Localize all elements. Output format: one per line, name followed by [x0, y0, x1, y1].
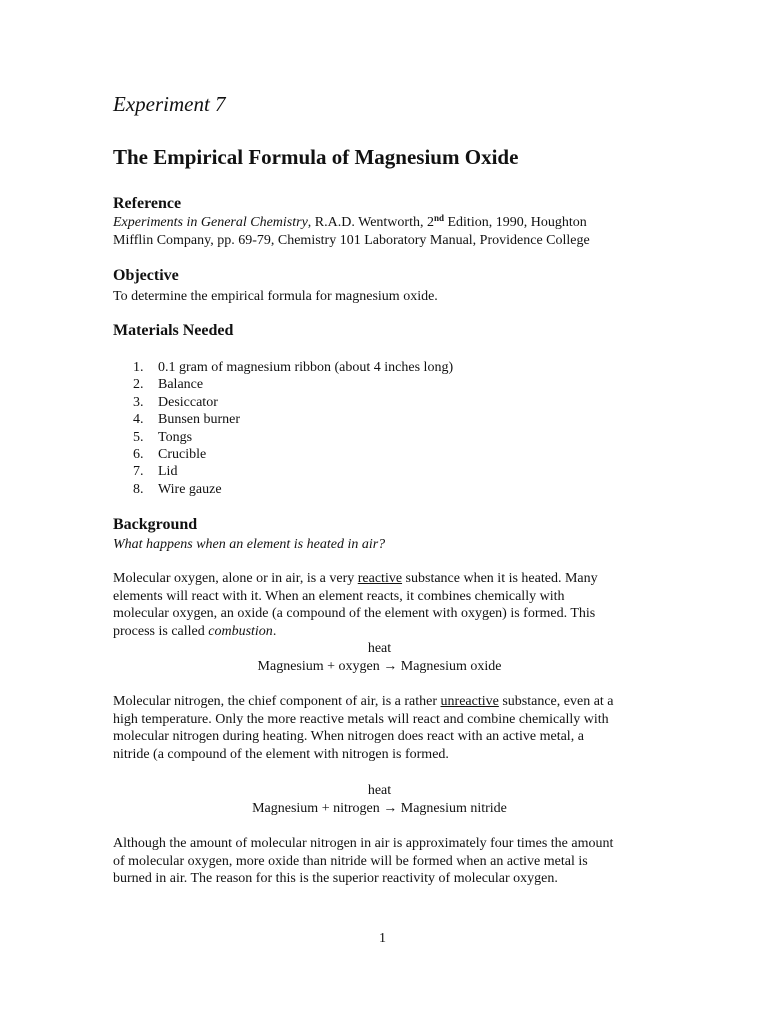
list-item — [113, 376, 453, 393]
list-number: 8. — [133, 481, 144, 497]
list-item-label: Bunsen burner — [158, 412, 241, 428]
list-item-label: Wire gauze — [158, 481, 222, 497]
list-item — [113, 446, 453, 463]
paragraph-text: process is called — [113, 624, 209, 639]
paragraph-line: elements will react with it. When an element reacts, it combines chemically with — [113, 589, 565, 604]
list-number: 2. — [133, 377, 144, 393]
paragraph-line: burned in air. The reason for this is the superior reactivity of molecular oxygen. — [113, 871, 558, 886]
underlined-term: unreactive — [440, 694, 499, 709]
list-number: 3. — [133, 394, 144, 410]
arrow-icon: → — [383, 801, 398, 816]
paragraph-line — [113, 570, 598, 588]
equation-product: Magnesium nitride — [397, 801, 507, 816]
background-heading: Background — [113, 516, 198, 533]
list-item — [113, 463, 453, 480]
equation-product: Magnesium oxide — [397, 659, 502, 674]
reference-text: , R.A.D. Wentworth, 2 — [307, 215, 434, 230]
list-item — [113, 429, 453, 446]
experiment-label: Experiment 7 — [113, 92, 226, 116]
equation-reactants: Magnesium + oxygen — [257, 659, 384, 674]
list-number: 1. — [133, 360, 144, 375]
arrow-icon: → — [383, 659, 398, 674]
page-title: The Empirical Formula of Magnesium Oxide — [113, 145, 519, 169]
background-question: What happens when an element is heated in air? — [113, 537, 386, 552]
list-item — [113, 481, 453, 498]
paragraph-text: substance, even at a — [498, 694, 614, 709]
list-item-label: Crucible — [158, 447, 207, 463]
paragraph-line: nitride (a compound of the element with nitrogen is formed. — [113, 747, 449, 762]
list-item — [113, 394, 453, 411]
reference-line-2: Mifflin Company, pp. 69-79, Chemistry 101 Laboratory Manual, Providence College — [113, 233, 590, 248]
page-number: 1 — [379, 931, 386, 946]
paragraph-line — [113, 623, 276, 641]
paragraph-line: molecular nitrogen during heating. When nitrogen does react with an active metal, a — [113, 729, 584, 744]
equation-heat-label: heat — [367, 783, 392, 798]
list-item-label: Balance — [158, 377, 204, 393]
list-item-label: Desiccator — [158, 394, 218, 410]
reference-text: Edition, 1990, Houghton — [443, 215, 587, 230]
reference-book-title: Experiments in General Chemistry — [113, 215, 308, 230]
equation-oxide — [113, 658, 646, 676]
list-item-label: Tongs — [158, 429, 193, 445]
list-number: 7. — [133, 464, 144, 480]
objective-heading: Objective — [113, 267, 179, 284]
paragraph-line: high temperature. Only the more reactive metals will react and combine chemically with — [113, 712, 609, 727]
objective-text: To determine the empirical formula for magnesium oxide. — [113, 289, 438, 304]
list-number: 6. — [133, 447, 144, 463]
equation-reactants: Magnesium + nitrogen — [252, 801, 384, 816]
paragraph-text: substance when it is heated. Many — [402, 571, 598, 586]
list-item — [113, 359, 453, 376]
list-number: 4. — [133, 412, 144, 428]
list-item — [113, 411, 453, 428]
reference-line-1 — [113, 214, 587, 232]
paragraph-line: molecular oxygen, an oxide (a compound of the element with oxygen) is formed. This — [113, 606, 596, 621]
paragraph-line: Although the amount of molecular nitrogen in air is approximately four times the amount — [113, 836, 614, 851]
paragraph-text: . — [272, 624, 277, 639]
ordinal-suffix: nd — [433, 213, 444, 223]
underlined-term: reactive — [357, 571, 403, 586]
paragraph-line: of molecular oxygen, more oxide than nitride will be formed when an active metal is — [113, 854, 588, 869]
equation-heat-label: heat — [367, 641, 392, 656]
reference-heading: Reference — [113, 195, 182, 212]
paragraph-text: Molecular oxygen, alone or in air, is a very — [113, 571, 358, 586]
equation-nitride — [113, 800, 646, 818]
paragraph-text: Molecular nitrogen, the chief component of air, is a rather — [113, 694, 441, 709]
materials-list — [113, 359, 453, 498]
materials-heading: Materials Needed — [113, 322, 234, 339]
paragraph-line — [113, 693, 614, 711]
list-item-label: 0.1 gram of magnesium ribbon (about 4 inches long) — [158, 360, 454, 375]
italic-term: combustion — [208, 624, 273, 639]
list-number: 5. — [133, 429, 144, 445]
list-item-label: Lid — [158, 464, 178, 480]
